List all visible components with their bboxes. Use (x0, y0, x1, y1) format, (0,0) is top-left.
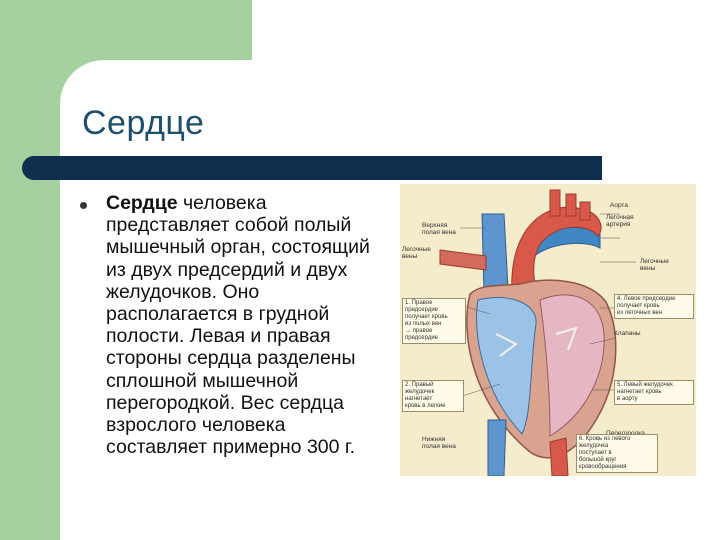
text-line-9: сплошной мышечной (106, 369, 299, 392)
title-underline-bar (22, 156, 602, 180)
label-inferior-vena-cava: Нижняя полая вена (422, 436, 456, 450)
bullet-dot (80, 202, 87, 209)
label-superior-vena-cava: Верхняя полая вена (422, 222, 456, 236)
text-line-11: взрослого человека (106, 414, 286, 437)
text-line-12: составляет примерно 300 г. (106, 436, 356, 459)
slide-title: Сердце (82, 104, 205, 142)
label-pulmonary-veins: Легочные вены (402, 246, 431, 260)
line-1-rest: человека (177, 192, 267, 214)
info-box-right-3: 5. Левый желудочек нагнетает кровь в аорту (614, 380, 694, 405)
text-line-5: желудочков. Оно (106, 280, 260, 303)
text-line-7: полости. Левая и правая (106, 325, 331, 348)
label-pulmonary-artery: Легочная артерия (606, 214, 634, 228)
info-box-right-1: 4. Левое предсердие получает кровь из легочных вен (614, 294, 694, 319)
label-valves: Клапаны (614, 330, 641, 337)
info-box-right-4: 6. Кровь из левого желудочка поступает в большой круг кровообращения (576, 434, 658, 473)
text-line-10: перегородкой. Вес сердца (106, 391, 344, 414)
text-line-4: из двух предсердий и двух (106, 258, 348, 281)
info-box-left-bottom: 2. Правый желудочек нагнетает кровь в легкие (402, 380, 464, 412)
bullet-text (106, 192, 396, 458)
label-aorta: Аорта (610, 202, 628, 209)
text-line-2: представляет собой полый (106, 214, 352, 237)
bold-term: Сердце (106, 192, 178, 214)
text-line-8: стороны сердца разделены (106, 347, 356, 370)
info-box-left-top: 1. Правое предсердие получает кровь из полых вен → правое предсердие (402, 298, 466, 344)
text-line-3: мышечный орган, состоящий (106, 236, 370, 259)
text-line-1 (106, 192, 396, 214)
heart-diagram (400, 184, 696, 476)
label-veins-right: Легочные вены (640, 258, 669, 272)
text-line-6: располагается в грудной (106, 303, 330, 326)
